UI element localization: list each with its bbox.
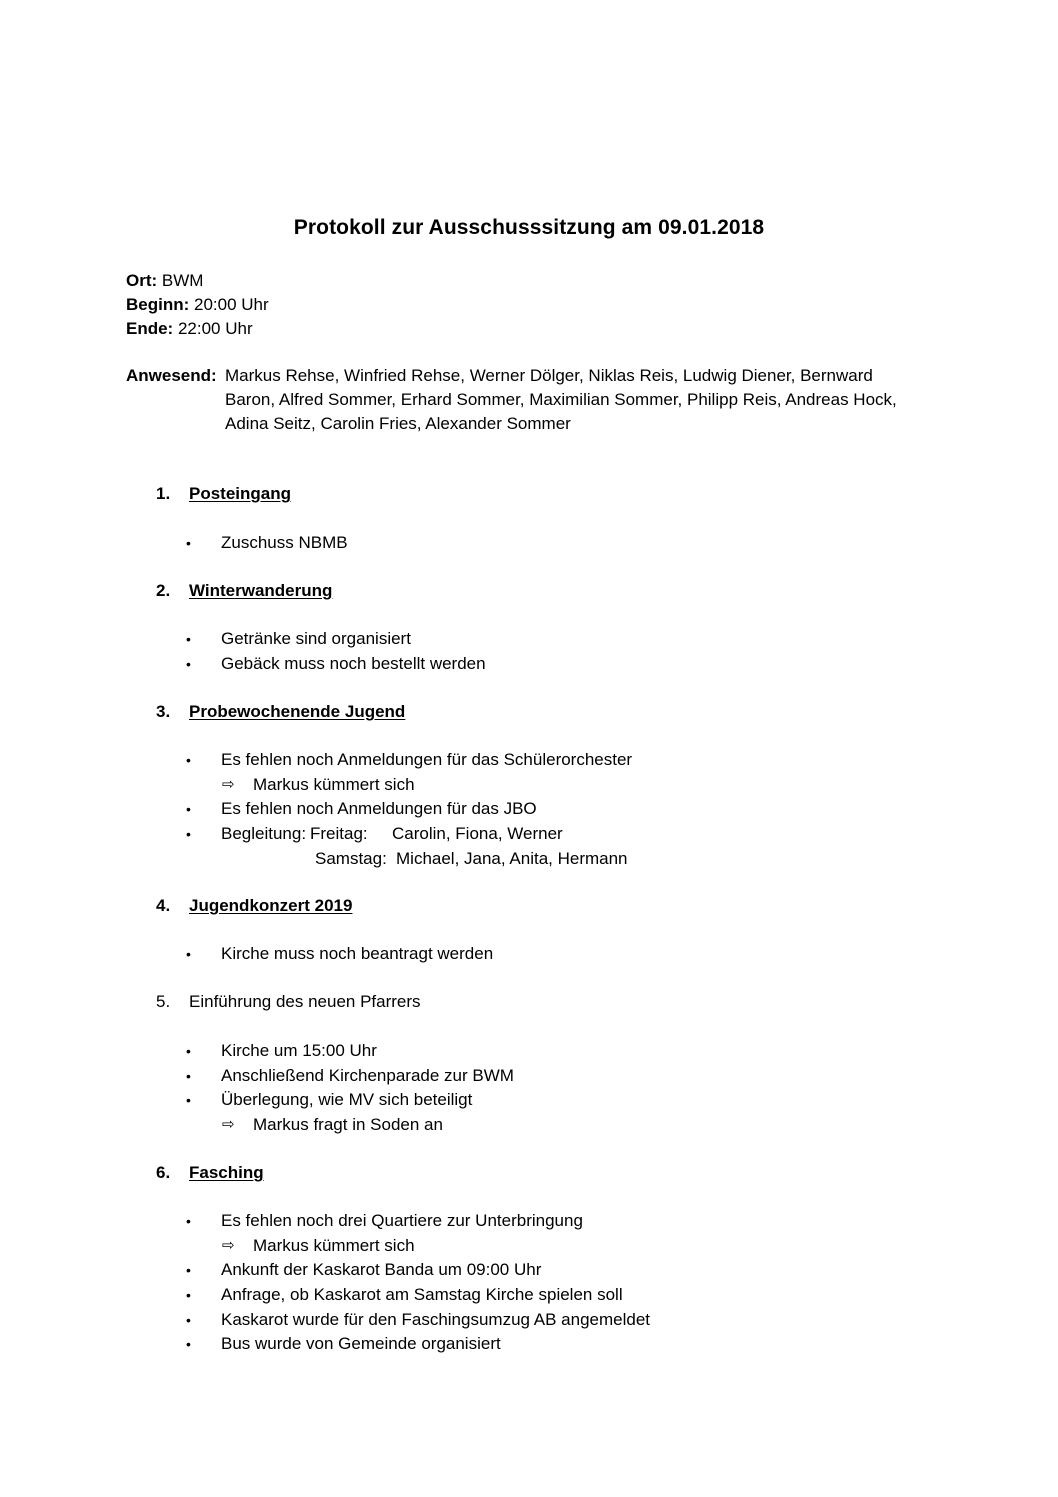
- meeting-meta: [126, 269, 269, 341]
- attendees-names: [225, 364, 945, 436]
- list-item-text: Bus wurde von Gemeinde organisiert: [221, 1334, 501, 1354]
- section-title: Einführung des neuen Pfarrers: [189, 992, 421, 1011]
- arrow-right-icon: ⇨: [222, 1236, 235, 1254]
- list-item: [186, 1308, 886, 1333]
- section-title: Jugendkonzert 2019: [189, 896, 353, 915]
- section-6-items: [186, 1209, 886, 1357]
- bullet-icon: •: [186, 826, 191, 843]
- sub-item: [186, 773, 886, 798]
- list-item: [186, 1258, 886, 1283]
- list-item-text: Es fehlen noch Anmeldungen für das Schülerorchester: [221, 750, 633, 769]
- list-item-text: Es fehlen noch drei Quartiere zur Unterbringung: [221, 1211, 583, 1230]
- list-item: [186, 1209, 886, 1234]
- meta-ende: [126, 317, 269, 341]
- list-item-text: Getränke sind organisiert: [221, 629, 411, 648]
- ort-label: Ort:: [126, 271, 158, 290]
- document-title: Protokoll zur Ausschusssitzung am 09.01.2018: [293, 216, 765, 239]
- beginn-value: 20:00 Uhr: [194, 295, 269, 314]
- section-4-items: [186, 942, 886, 967]
- section-title: Probewochenende Jugend: [189, 702, 406, 721]
- begleitung-names-freitag: Carolin, Fiona, Werner: [392, 824, 563, 844]
- section-title: Fasching: [189, 1163, 264, 1182]
- begleitung-label: Begleitung:: [221, 824, 307, 844]
- begleitung-names-samstag: Michael, Jana, Anita, Hermann: [396, 848, 628, 868]
- list-item-text: Ankunft der Kaskarot Banda um 09:00 Uhr: [221, 1260, 542, 1280]
- section-number: 2.: [156, 581, 171, 600]
- list-item-text: Es fehlen noch Anmeldungen für das JBO: [221, 799, 537, 819]
- section-2-items: [186, 627, 886, 676]
- list-item: [186, 1064, 886, 1089]
- list-item-text: Anfrage, ob Kaskarot am Samstag Kirche spielen soll: [221, 1285, 623, 1305]
- list-item-text: Kirche um 15:00 Uhr: [221, 1041, 377, 1060]
- attendees-label: Anwesend:: [126, 366, 217, 385]
- bullet-icon: •: [186, 1213, 191, 1229]
- list-item-begleitung: [186, 822, 886, 847]
- bullet-icon: •: [186, 801, 191, 818]
- bullet-icon: •: [186, 631, 191, 647]
- list-item: [186, 1332, 886, 1357]
- sub-item-text: Markus fragt in Soden an: [253, 1115, 443, 1135]
- begleitung-day-freitag: Freitag:: [310, 824, 368, 844]
- attendees-line: Baron, Alfred Sommer, Erhard Sommer, Maximilian Sommer, Philipp Reis, Andreas Hock,: [225, 390, 897, 409]
- section-title: Posteingang: [189, 484, 292, 503]
- list-item-text: Kirche muss noch beantragt werden: [221, 944, 494, 963]
- bullet-icon: •: [186, 1067, 191, 1084]
- section-number: 5.: [156, 992, 171, 1011]
- arrow-right-icon: ⇨: [222, 1116, 235, 1134]
- bullet-icon: •: [186, 1336, 191, 1353]
- bullet-icon: •: [186, 655, 191, 672]
- arrow-right-icon: ⇨: [222, 775, 235, 793]
- list-item: [186, 942, 886, 967]
- ende-value: 22:00 Uhr: [177, 319, 253, 338]
- list-item: [186, 1283, 886, 1308]
- meta-beginn: [126, 293, 269, 317]
- list-item-text: Gebäck muss noch bestellt werden: [221, 653, 486, 673]
- bullet-icon: •: [186, 946, 191, 962]
- list-item: [186, 627, 886, 652]
- bullet-icon: •: [186, 1311, 191, 1328]
- bullet-icon: •: [186, 1262, 191, 1279]
- list-item: [186, 652, 886, 677]
- list-item-text: Kaskarot wurde für den Faschingsumzug AB angemeldet: [221, 1309, 651, 1329]
- sub-item-text: Markus kümmert sich: [253, 774, 415, 794]
- list-item: [186, 797, 886, 822]
- list-item: [186, 1088, 886, 1113]
- bullet-icon: •: [186, 1287, 191, 1304]
- section-1-items: [186, 531, 886, 556]
- attendees-line: Adina Seitz, Carolin Fries, Alexander Sommer: [225, 414, 571, 433]
- bullet-icon: •: [186, 1043, 191, 1059]
- section-title: Winterwanderung: [189, 581, 333, 600]
- section-5-items: [186, 1039, 886, 1138]
- attendees-line: Markus Rehse, Winfried Rehse, Werner Dölger, Niklas Reis, Ludwig Diener, Bernward: [225, 366, 873, 385]
- section-number: 3.: [156, 702, 171, 721]
- list-item-text: Anschließend Kirchenparade zur BWM: [221, 1065, 514, 1085]
- bullet-icon: •: [186, 535, 191, 551]
- list-item-text: Zuschuss NBMB: [221, 533, 348, 552]
- beginn-label: Beginn:: [126, 295, 190, 314]
- section-3-items: [186, 748, 886, 871]
- ort-value: BWM: [161, 271, 204, 290]
- list-item: [186, 748, 886, 773]
- meta-ort: [126, 269, 269, 293]
- list-item-text: Überlegung, wie MV sich beteiligt: [221, 1090, 473, 1110]
- bullet-icon: •: [186, 752, 191, 768]
- sub-item: [186, 1113, 886, 1138]
- section-number: 6.: [156, 1163, 171, 1182]
- begleitung-day-samstag: Samstag:: [315, 848, 387, 868]
- list-item: [186, 1039, 886, 1064]
- ende-label: Ende:: [126, 319, 174, 338]
- bullet-icon: •: [186, 1092, 191, 1109]
- section-number: 1.: [156, 484, 171, 503]
- sub-item-text: Markus kümmert sich: [253, 1235, 415, 1255]
- sub-item: [186, 1234, 886, 1259]
- sub-item-samstag: [186, 847, 886, 872]
- list-item: [186, 531, 886, 556]
- section-number: 4.: [156, 896, 171, 915]
